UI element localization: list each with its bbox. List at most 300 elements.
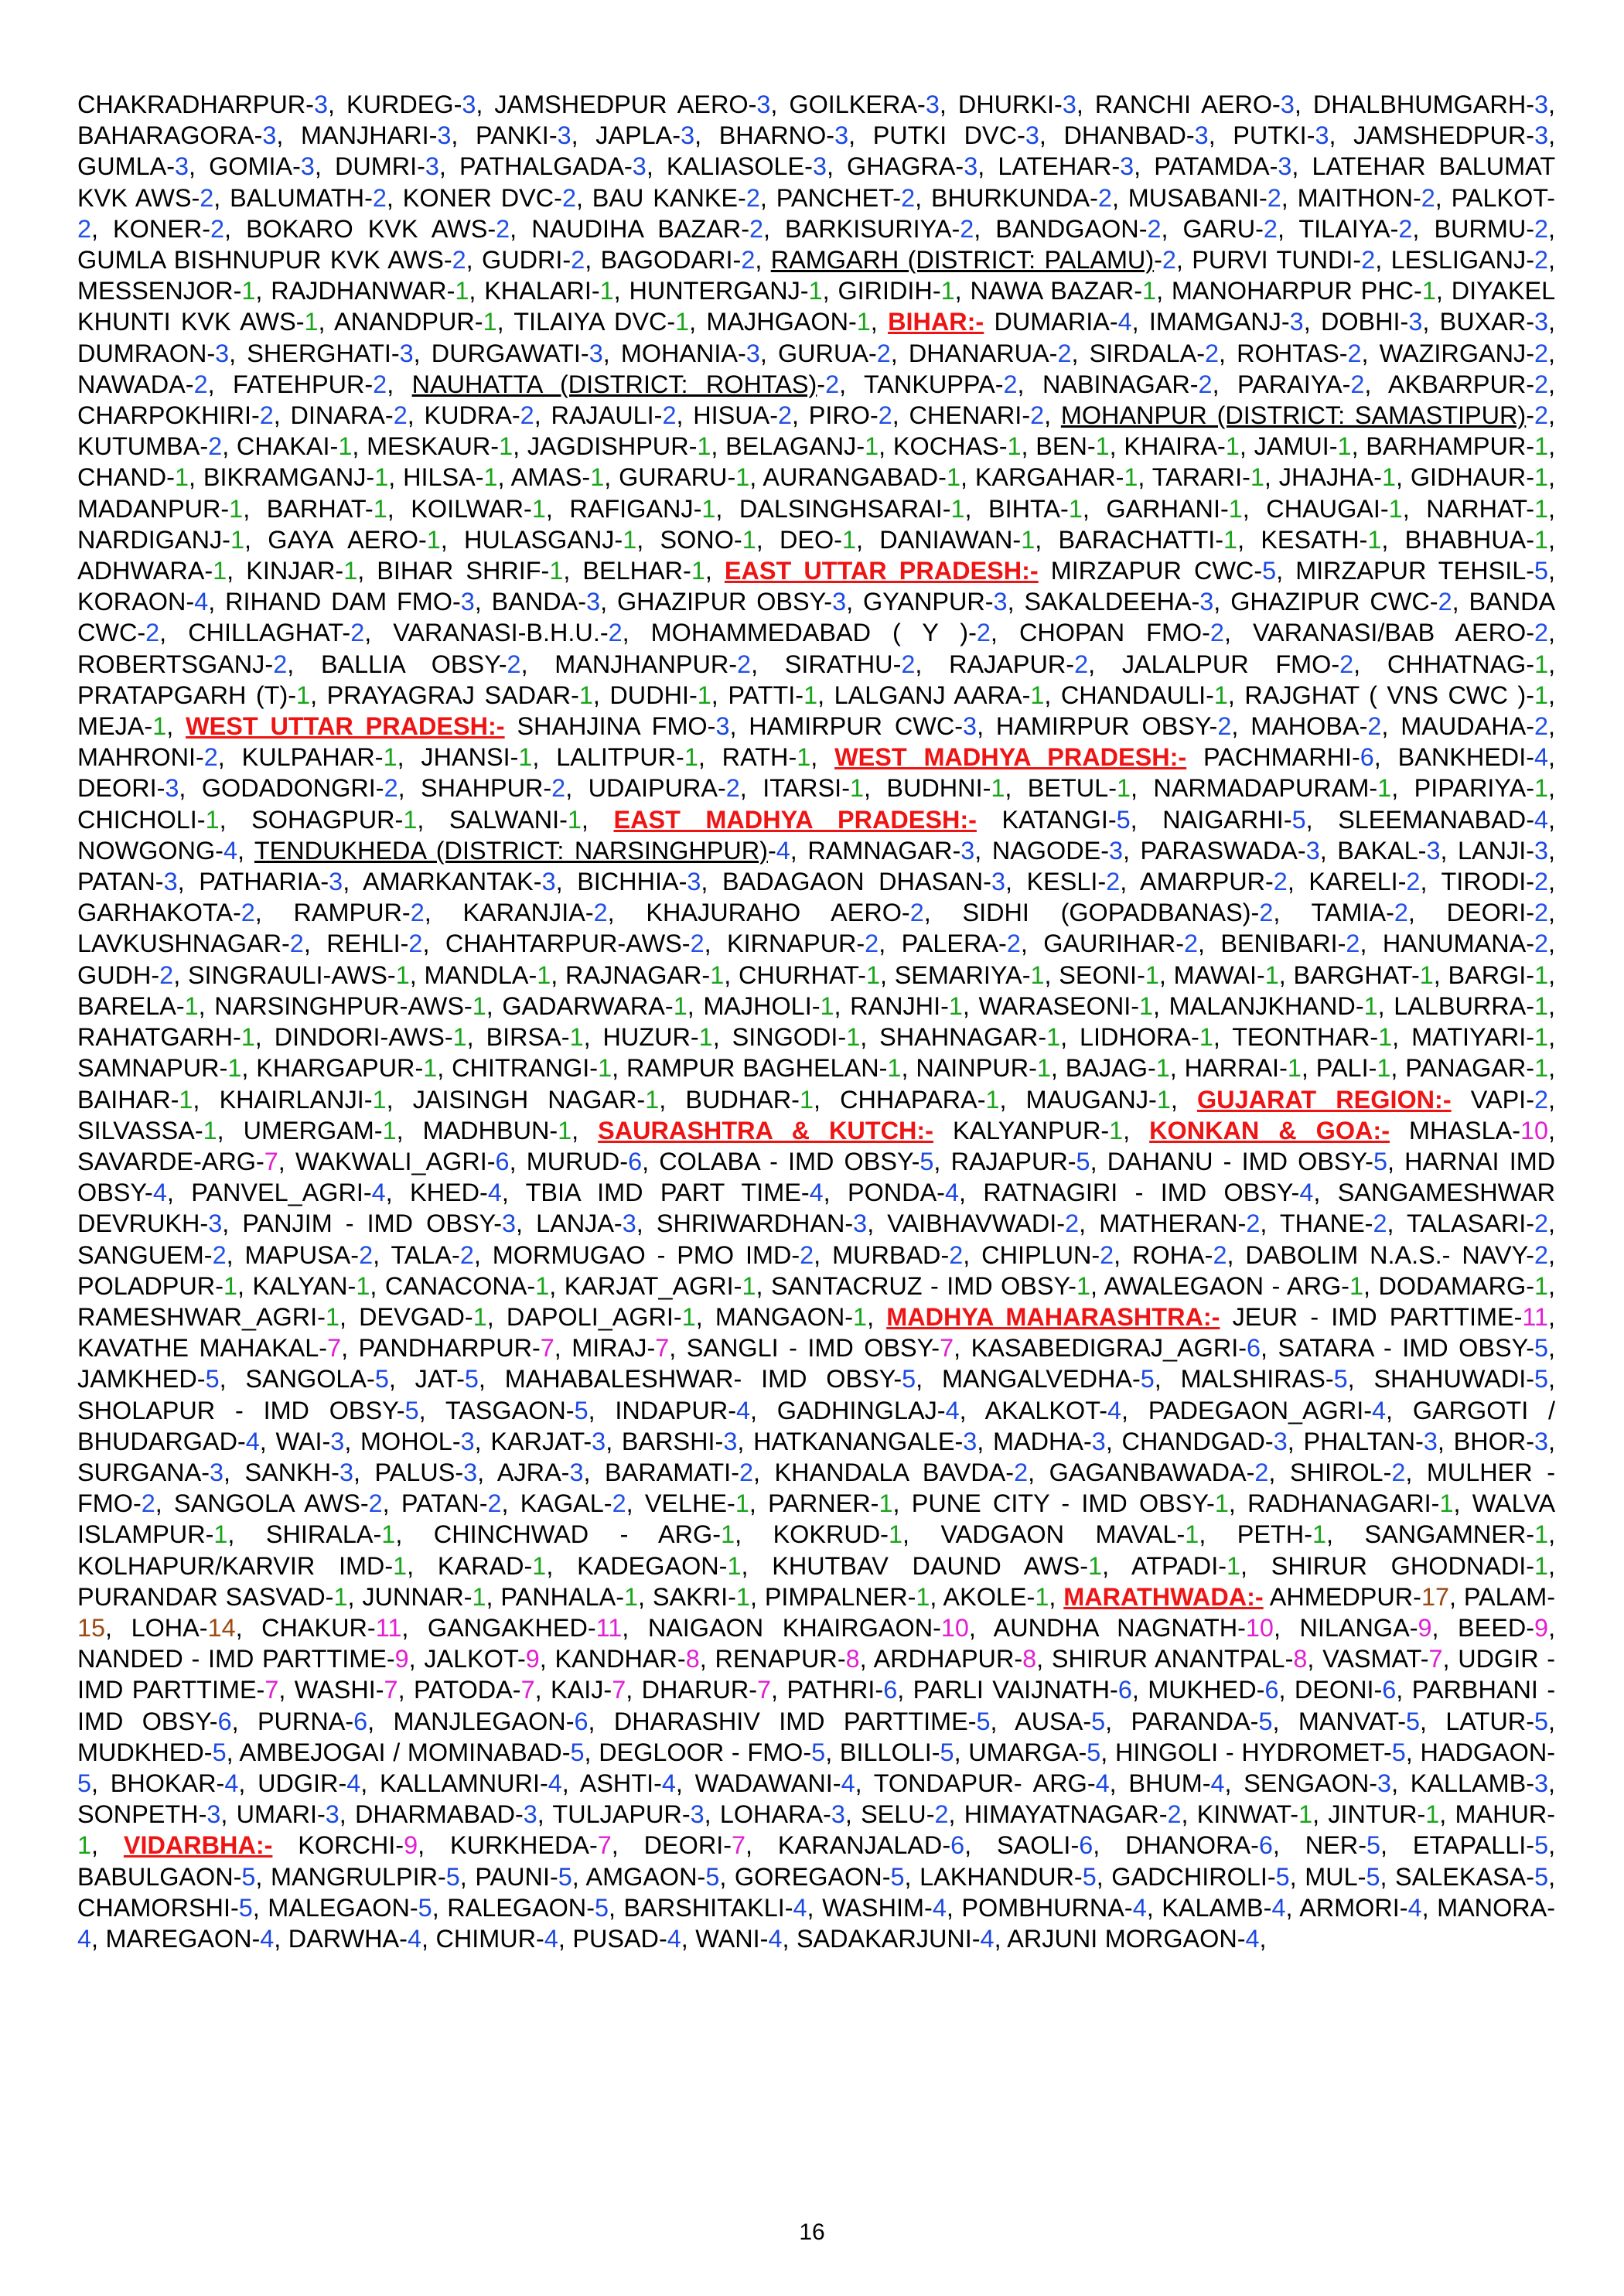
station-entry: DUMRAON-3,	[77, 339, 237, 367]
station-entry: JAPLA-3,	[595, 121, 702, 150]
station-name: TBIA IMD PART TIME	[525, 1179, 801, 1207]
station-name: KINWAT	[1196, 1800, 1291, 1829]
rainfall-value: 5	[1082, 1862, 1097, 1891]
station-name: DAHANU - IMD OBSY	[1107, 1147, 1366, 1175]
station-entry: HILSA-1,	[403, 463, 505, 492]
station-entry: PANKI-3,	[476, 121, 578, 150]
rainfall-value: 3	[831, 1800, 845, 1829]
rainfall-value: 5	[890, 1862, 905, 1891]
station-entry: KURDEG-3,	[346, 90, 483, 118]
station-entry: BIRSA-1,	[486, 1023, 591, 1052]
station-name: BALLIA OBSY	[320, 650, 499, 678]
station-name: HAMIRPUR CWC	[749, 712, 955, 741]
station-name: JAMKHED	[77, 1365, 197, 1394]
rainfall-value: 7	[540, 1334, 554, 1363]
station-entry: WARASEONI-1,	[978, 991, 1161, 1020]
station-entry: GARU-2,	[1182, 214, 1285, 243]
station-name: PANDHARPUR	[358, 1334, 532, 1363]
station-name: UMARGA	[968, 1738, 1079, 1766]
rainfall-value: 3	[1377, 1769, 1392, 1797]
rainfall-value: 2	[737, 650, 752, 678]
rainfall-station-list	[77, 89, 1555, 1954]
station-name: WAKWALI_AGRI	[295, 1147, 487, 1175]
station-name: KONER	[113, 214, 203, 243]
station-name: PARASWADA	[1140, 836, 1298, 865]
rainfall-value: 5	[1333, 1365, 1348, 1394]
rainfall-value: 7	[1428, 1645, 1443, 1673]
station-entry: MOHOL-3,	[360, 1427, 482, 1455]
station-name: TONDAPUR- ARG	[873, 1769, 1087, 1797]
rainfall-value: 3	[313, 90, 328, 118]
station-entry: GURUA-2,	[777, 339, 898, 367]
rainfall-value: 3	[991, 868, 1005, 896]
station-entry: BANKHEDI-4,	[1397, 743, 1556, 772]
station-entry: CHAKRADHARPUR-3,	[77, 90, 335, 118]
rainfall-value: 1	[1214, 1489, 1229, 1518]
station-name: KULPAHAR	[241, 743, 375, 772]
station-entry: SAKRI-1,	[652, 1582, 757, 1611]
station-entry: BAGODARI-2,	[600, 246, 763, 275]
rainfall-value: 1	[395, 960, 410, 989]
station-name: DALSINGHSARAI	[739, 494, 943, 523]
station-entry: SHIRUR GHODNADI-1,	[1271, 1551, 1556, 1580]
station-entry: SHIROL-2,	[1289, 1458, 1413, 1486]
station-entry: GIRIDIH-1,	[838, 277, 962, 305]
rainfall-value: 4	[1271, 1893, 1286, 1922]
rainfall-value: 1	[1534, 1551, 1549, 1580]
station-name: RAMESHWAR_AGRI	[77, 1302, 318, 1331]
station-entry: TARARI-1,	[1151, 463, 1271, 492]
station-name: GHAZIPUR OBSY	[616, 588, 824, 616]
rainfall-value: 3	[853, 1209, 868, 1238]
station-entry: NAIGARHI-5,	[1162, 805, 1313, 834]
station-entry: RAJAPUR-5,	[950, 1147, 1097, 1175]
rainfall-value: 3	[690, 1800, 705, 1829]
rainfall-value: 5	[374, 1365, 389, 1394]
station-entry: NARHAT-1,	[1426, 494, 1556, 523]
rainfall-value: 5	[1140, 1365, 1155, 1394]
station-name: KHAJURAHO AERO	[646, 899, 902, 927]
station-name: MUDKHED	[77, 1738, 204, 1766]
station-entry: HISUA-2,	[693, 401, 800, 430]
station-name: KARELI	[1308, 868, 1398, 896]
rainfall-value: 2	[259, 401, 274, 430]
station-name: JHAJHA	[1278, 463, 1374, 492]
station-name: GUDH	[77, 960, 152, 989]
rainfall-value: 4	[224, 1769, 239, 1797]
rainfall-value: 4	[1299, 1179, 1314, 1207]
station-name: PANVEL_AGRI	[191, 1179, 363, 1207]
station-entry: KHAIRA-1,	[1124, 432, 1247, 461]
rainfall-value: 4	[841, 1769, 855, 1797]
station-entry: SANGLI - IMD OBSY-7,	[686, 1334, 961, 1363]
rainfall-value: 1	[403, 805, 418, 834]
station-entry: BAIHAR-1,	[77, 1085, 200, 1114]
station-name: DEVGAD	[359, 1302, 465, 1331]
station-entry: LANJI-3,	[1458, 836, 1556, 865]
station-name: BHOR	[1453, 1427, 1527, 1455]
rainfall-value: 2	[350, 619, 365, 647]
station-entry: KALYAN-1,	[252, 1271, 377, 1300]
station-entry: GAGANBAWADA-2,	[1049, 1458, 1276, 1486]
station-name: GARGOTI / BHUDARGAD	[77, 1396, 1556, 1455]
rainfall-value: 6	[574, 1707, 589, 1735]
rainfall-value: 7	[384, 1676, 398, 1704]
rainfall-value: 1	[1534, 960, 1549, 989]
station-entry: RAMGARH (DISTRICT: PALAMU)-2,	[770, 246, 1183, 275]
station-entry: KESLI-2,	[1026, 868, 1128, 896]
rainfall-value: 1	[1534, 681, 1548, 709]
rainfall-value: 3	[964, 152, 978, 181]
station-name: SONPETH	[77, 1800, 199, 1829]
station-entry: GYANPUR-3,	[862, 588, 1015, 616]
rainfall-value: 2	[825, 370, 840, 398]
rainfall-value: 5	[574, 1396, 589, 1424]
station-name: GARHANI	[1106, 494, 1220, 523]
rainfall-value: 4	[346, 1769, 361, 1797]
rainfall-value: 5	[77, 1769, 92, 1797]
station-name: ARMORI	[1299, 1893, 1400, 1922]
station-entry: BHURKUNDA-2,	[930, 183, 1119, 212]
station-entry: BOKARO KVK AWS-2,	[246, 214, 517, 243]
station-entry: HATKANANGALE-3,	[753, 1427, 984, 1455]
station-entry: DEORI-7,	[643, 1831, 753, 1860]
rainfall-value: 1	[865, 432, 879, 461]
rainfall-value: 1	[645, 1085, 660, 1114]
station-name: VASMAT	[1322, 1645, 1421, 1673]
rainfall-value: 3	[425, 152, 439, 181]
rainfall-value: 1	[735, 463, 750, 492]
station-entry: BENIBARI-2,	[1220, 930, 1367, 958]
station-name: NAUDIHA BAZAR	[531, 214, 742, 243]
station-name: KAGAL	[520, 1489, 604, 1518]
station-name: NAWADA	[77, 370, 186, 398]
station-name: SIDHI (GOPADBANAS)	[962, 899, 1251, 927]
rainfall-value: 6	[1247, 1334, 1261, 1363]
station-name: JALKOT	[424, 1645, 517, 1673]
station-name: BAJAG	[1065, 1054, 1148, 1083]
station-name: SALWANI	[449, 805, 560, 834]
station-entry: WASHI-7,	[294, 1676, 405, 1704]
station-entry: PONDA-4,	[847, 1179, 966, 1207]
station-name: JAMUI	[1254, 432, 1329, 461]
station-name: KALLAMNURI	[379, 1769, 540, 1797]
station-name: PANCHET	[776, 183, 893, 212]
station-name: BANDA	[491, 588, 578, 616]
station-entry: MUKHED-6,	[1148, 1676, 1286, 1704]
rainfall-value: 3	[586, 588, 601, 616]
rainfall-value: 1	[483, 308, 497, 336]
station-name: TENDUKHEDA (DISTRICT: NARSINGHPUR)	[254, 836, 768, 865]
station-name: KADEGAON	[577, 1551, 719, 1580]
rainfall-value: 1	[1036, 1054, 1051, 1083]
rainfall-value: 1	[727, 1551, 742, 1580]
station-name: UMERGAM	[243, 1116, 374, 1145]
rainfall-value: 3	[1289, 308, 1304, 336]
station-entry: LAKHANDUR-5,	[919, 1862, 1104, 1891]
rainfall-value: 3	[262, 121, 277, 150]
rainfall-value: 2	[1534, 1209, 1549, 1238]
station-entry: SIDHI (GOPADBANAS)-2,	[962, 899, 1281, 927]
station-entry: JAMKHED-5,	[77, 1365, 227, 1394]
rainfall-value: 3	[589, 339, 603, 367]
station-entry: DHARUR-7,	[641, 1676, 779, 1704]
station-entry: LALGANJ AARA-1,	[834, 681, 1052, 709]
station-entry: IMAMGANJ-3,	[1148, 308, 1311, 336]
station-name: KURDEG	[346, 90, 454, 118]
station-entry: TIRODI-2,	[1441, 868, 1556, 896]
station-name: RADHANAGARI	[1247, 1489, 1431, 1518]
rainfall-value: 3	[1423, 1427, 1438, 1455]
station-name: KHARGAPUR	[256, 1054, 415, 1083]
station-name: DHANBAD	[1063, 121, 1186, 150]
station-entry: RADHANAGARI-1,	[1247, 1489, 1461, 1518]
station-entry: KONER-2,	[113, 214, 232, 243]
station-entry: JINTUR-1,	[1328, 1800, 1447, 1829]
rainfall-value: 3	[300, 152, 315, 181]
station-entry: SINGRAULI-AWS-1,	[187, 960, 417, 989]
rainfall-value: 2	[1267, 183, 1281, 212]
station-entry: BADAGAON DHASAN-3,	[722, 868, 1012, 896]
rainfall-value: 1	[1185, 1520, 1199, 1549]
station-name: RAHATGARH	[77, 1023, 233, 1052]
station-entry: MAHUR-1,	[77, 1800, 1556, 1860]
rainfall-value: 3	[215, 339, 230, 367]
station-entry: BARACHATTI-1,	[1058, 525, 1245, 554]
station-entry: SANGOLA-5,	[245, 1365, 396, 1394]
station-entry: SANGUEM-2,	[77, 1240, 234, 1269]
station-entry: JAGDISHPUR-1,	[527, 432, 718, 461]
station-entry: CHENARI-2,	[909, 401, 1052, 430]
rainfall-value: 3	[632, 152, 647, 181]
rainfall-value: 1	[846, 1023, 861, 1052]
station-entry: MORMUGAO - PMO IMD-2,	[492, 1240, 821, 1269]
rainfall-value: 5	[1087, 1738, 1101, 1766]
station-entry: MAPUSA-2,	[244, 1240, 380, 1269]
station-entry: NABINAGAR-2,	[1042, 370, 1220, 398]
station-name: BHABHUA	[1404, 525, 1527, 554]
rainfall-value: 5	[1534, 557, 1549, 585]
rainfall-value: 2	[1534, 619, 1549, 647]
station-name: MIRZAPUR CWC	[1050, 557, 1254, 585]
station-entry: PANJIM - IMD OBSY-3,	[242, 1209, 523, 1238]
station-entry: TENDUKHEDA (DISTRICT: NARSINGHPUR)-4,	[254, 836, 797, 865]
rainfall-value: 4	[548, 1769, 562, 1797]
rainfall-value: 2	[690, 930, 705, 958]
rainfall-value: 2	[1346, 930, 1360, 958]
station-name: JEUR - IMD PARTTIME	[1232, 1302, 1514, 1331]
station-entry: BIHAR SHRIF-1,	[377, 557, 571, 585]
station-entry: FATEHPUR-2,	[233, 370, 394, 398]
station-name: VAPI	[1470, 1085, 1527, 1114]
rainfall-value: 1	[1312, 1520, 1326, 1549]
rainfall-value: 5	[205, 1365, 220, 1394]
station-name: SAKALDEEHA	[1024, 588, 1192, 616]
rainfall-value: 14	[207, 1613, 236, 1642]
rainfall-value: 3	[501, 1209, 516, 1238]
station-entry: AKALKOT-4,	[984, 1396, 1129, 1424]
station-name: GIDHAUR	[1410, 463, 1527, 492]
rainfall-value: 1	[849, 774, 864, 803]
station-entry: SANGAMESHWAR DEVRUKH-3,	[77, 1179, 1556, 1238]
station-entry: PIPARIYA-1,	[1414, 774, 1556, 803]
station-entry: KARGAHAR-1,	[974, 463, 1145, 492]
rainfall-value: 1	[1534, 494, 1549, 523]
rainfall-value: 3	[834, 121, 849, 150]
station-name: RAJGHAT ( VNS CWC )	[1244, 681, 1527, 709]
station-name: BELHAR	[582, 557, 684, 585]
station-entry: JAMUI-1,	[1254, 432, 1359, 461]
station-name: MANJHARI	[301, 121, 429, 150]
station-entry: RAFIGANJ-1,	[569, 494, 723, 523]
station-entry: GAYA AERO-1,	[268, 525, 448, 554]
rainfall-value: 1	[820, 991, 834, 1020]
station-entry: SEONI-1,	[1059, 960, 1166, 989]
rainfall-value: 2	[741, 246, 756, 275]
station-entry: MAUDAHA-2,	[1401, 712, 1556, 741]
station-name: WASHI	[294, 1676, 376, 1704]
station-entry: PRAYAGRAJ SADAR-1,	[326, 681, 600, 709]
station-name: DEO	[779, 525, 834, 554]
station-entry: KULPAHAR-1,	[241, 743, 404, 772]
rainfall-value: 1	[1534, 991, 1549, 1020]
station-name: DEORI	[643, 1831, 724, 1860]
station-name: HARNAI IMD OBSY	[77, 1147, 1556, 1207]
rainfall-value: 3	[681, 121, 695, 150]
rainfall-value: 4	[1095, 1769, 1110, 1797]
rainfall-value: 5	[919, 1147, 934, 1175]
station-name: MIRZAPUR TEHSIL	[1295, 557, 1527, 585]
station-entry: UMARI-3,	[236, 1800, 346, 1829]
rainfall-value: 5	[1258, 1707, 1273, 1735]
station-entry: PATHARIA-3,	[199, 868, 350, 896]
station-name: RAMPUR BAGHELAN	[626, 1054, 879, 1083]
rainfall-value: 2	[1373, 1209, 1387, 1238]
station-name: CHAKUR	[261, 1613, 367, 1642]
rainfall-value: 1	[230, 525, 244, 554]
rainfall-value: 7	[597, 1831, 612, 1860]
rainfall-value: 1	[1534, 1271, 1549, 1300]
rainfall-value: 3	[1091, 1427, 1106, 1455]
station-name: DINARA	[290, 401, 385, 430]
station-name: GHAGRA	[847, 152, 956, 181]
rainfall-value: 2	[749, 214, 764, 243]
station-name: DANIAWAN	[879, 525, 1013, 554]
rainfall-value: 1	[373, 494, 387, 523]
station-entry: DUMRI-3,	[334, 152, 446, 181]
station-name: SHERGHATI	[247, 339, 391, 367]
station-name: BHARNO	[718, 121, 827, 150]
station-name: GODADONGRI	[201, 774, 376, 803]
station-name: HILSA	[403, 463, 476, 492]
station-entry: NOWGONG-4,	[77, 836, 244, 865]
station-entry: VELHE-1,	[644, 1489, 756, 1518]
station-name: BARELA	[77, 991, 176, 1020]
station-name: MAUDAHA	[1401, 712, 1527, 741]
station-entry: BUDHAR-1,	[685, 1085, 821, 1114]
station-name: WADAWANI	[694, 1769, 833, 1797]
station-name: BANDA CWC	[77, 588, 1556, 647]
station-entry: KARJAT-3,	[490, 1427, 613, 1455]
station-name: CHITRANGI	[452, 1054, 590, 1083]
station-name: HARRAI	[1184, 1054, 1280, 1083]
station-name: PATHRI	[786, 1676, 875, 1704]
station-name: RAMPUR	[293, 899, 402, 927]
station-entry: DINDORI-AWS-1,	[274, 1023, 474, 1052]
station-name: BHOKAR	[110, 1769, 217, 1797]
rainfall-value: 2	[778, 401, 793, 430]
station-entry: GOILKERA-3,	[789, 90, 947, 118]
station-name: HADGAON	[1420, 1738, 1547, 1766]
station-name: GYANPUR	[862, 588, 985, 616]
station-entry: MADHA-3,	[993, 1427, 1113, 1455]
station-name: PAUNI	[475, 1862, 550, 1891]
rainfall-value: 2	[1394, 899, 1408, 927]
station-entry: SHIRUR ANANTPAL-8,	[1051, 1645, 1315, 1673]
station-entry: SAVARDE-ARG-7,	[77, 1147, 285, 1175]
station-name: DURGAWATI	[431, 339, 581, 367]
station-entry: BEED-9,	[1458, 1613, 1556, 1642]
station-name: CHAND	[77, 463, 167, 492]
station-entry: REHLI-2,	[326, 930, 430, 958]
station-entry: CHANDAULI-1,	[1060, 681, 1235, 709]
rainfall-value: 3	[1534, 308, 1549, 336]
station-name: SELU	[861, 1800, 926, 1829]
rainfall-value: 2	[212, 1240, 227, 1269]
station-name: PATHARIA	[199, 868, 321, 896]
station-name: ITARSI	[763, 774, 842, 803]
station-entry: DHANBAD-3,	[1063, 121, 1216, 150]
station-entry: TBIA IMD PART TIME-4,	[525, 1179, 831, 1207]
station-name: LATEHAR	[998, 152, 1112, 181]
station-name: RATNAGIRI - IMD OBSY	[983, 1179, 1291, 1207]
station-name: JAT	[415, 1365, 457, 1394]
rainfall-value: 1	[356, 1271, 370, 1300]
station-name: MAITHON	[1297, 183, 1413, 212]
station-entry: DUMARIA-4,	[994, 308, 1139, 336]
rainfall-value: 5	[940, 1738, 954, 1766]
rainfall-value: 6	[495, 1147, 510, 1175]
station-entry: BARGI-1,	[1448, 960, 1556, 989]
station-name: SLEEMANABAD	[1338, 805, 1527, 834]
station-name: BUDHAR	[685, 1085, 792, 1114]
rainfall-value: 2	[1339, 650, 1354, 678]
station-entry: MAHABALESHWAR- IMD OBSY-5,	[504, 1365, 923, 1394]
station-entry: RATH-1,	[722, 743, 818, 772]
station-entry: NAIGAON KHAIRGAON-10,	[647, 1613, 976, 1642]
station-entry: NAWA BAZAR-1,	[970, 277, 1164, 305]
rainfall-value: 1	[1439, 1489, 1454, 1518]
station-name: NAUHATTA (DISTRICT: ROHTAS)	[411, 370, 817, 398]
station-name: PRATAPGARH (T)	[77, 681, 288, 709]
station-name: KHAIRA	[1124, 432, 1218, 461]
rainfall-value: 5	[238, 1893, 253, 1922]
station-entry: RAJNAGAR-1,	[565, 960, 732, 989]
rainfall-value: 2	[739, 1458, 753, 1486]
station-entry: MANGALVEDHA-5,	[941, 1365, 1162, 1394]
station-name: SEONI	[1059, 960, 1138, 989]
station-name: KOCHAS	[892, 432, 999, 461]
rainfall-value: 1	[721, 1520, 735, 1549]
station-entry: KALAMB-4,	[1162, 1893, 1293, 1922]
station-entry: ARDHAPUR-8,	[873, 1645, 1044, 1673]
rainfall-value: 3	[163, 868, 178, 896]
station-entry: BAKAL-3,	[1337, 836, 1448, 865]
station-name: RANCHI AERO	[1094, 90, 1273, 118]
station-entry: LOHARA-3,	[719, 1800, 852, 1829]
station-name: WALVA ISLAMPUR	[77, 1489, 1556, 1549]
station-name: VARANASI/BAB AERO	[1252, 619, 1527, 647]
